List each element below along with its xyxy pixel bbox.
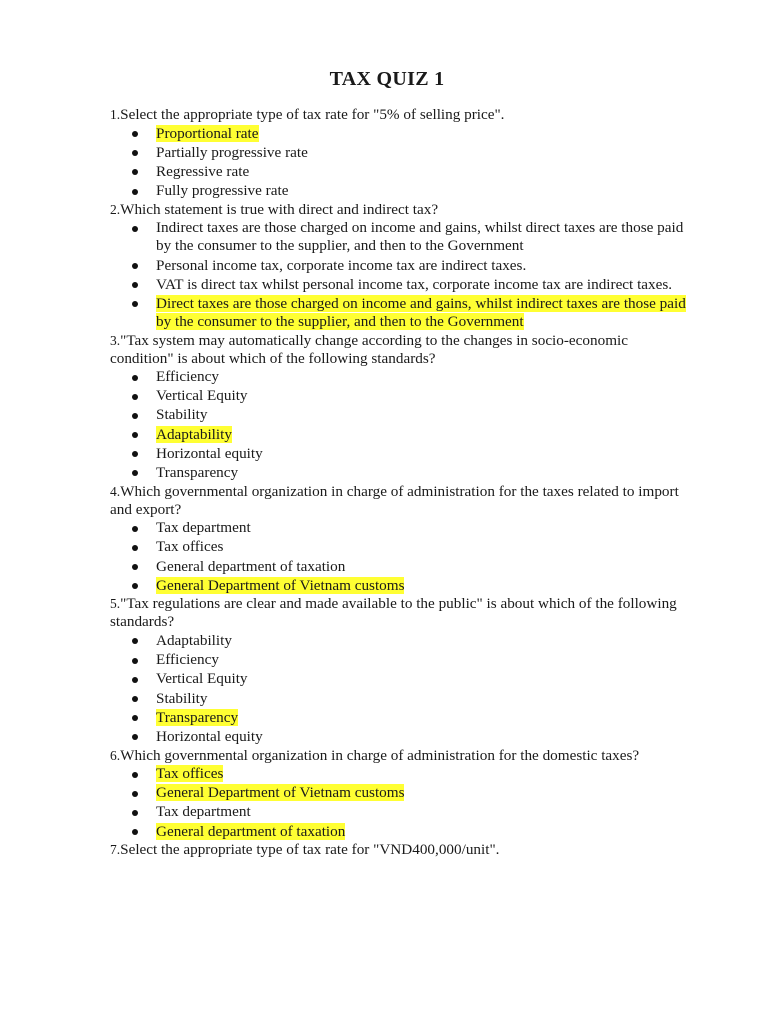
option-item xyxy=(156,708,688,727)
option-item xyxy=(156,294,688,331)
option-text: Stability xyxy=(156,406,208,424)
bullet-icon xyxy=(132,131,138,137)
option-item xyxy=(156,519,688,538)
bullet-icon xyxy=(132,226,138,232)
option-list xyxy=(110,765,688,842)
option-text: Regressive rate xyxy=(156,162,250,180)
question-list xyxy=(110,106,688,859)
option-text: Efficiency xyxy=(156,368,219,386)
option-text: Stability xyxy=(156,689,208,707)
question-4 xyxy=(110,483,688,596)
question-text xyxy=(110,201,688,219)
question-text xyxy=(110,595,688,631)
option-item xyxy=(156,765,688,784)
option-item xyxy=(156,727,688,746)
question-number: 1. xyxy=(110,107,121,122)
question-number: 6. xyxy=(110,747,121,763)
option-item xyxy=(156,803,688,822)
option-item xyxy=(156,557,688,576)
question-1 xyxy=(110,106,688,201)
option-item xyxy=(156,406,688,425)
option-item xyxy=(156,275,688,294)
question-prompt: Which statement is true with direct and indirect tax? xyxy=(120,200,439,218)
question-number: 4. xyxy=(110,483,121,499)
option-item xyxy=(156,784,688,803)
option-item xyxy=(156,368,688,387)
question-number: 3. xyxy=(110,332,121,348)
highlighted-answer: General Department of Vietnam customs xyxy=(156,784,405,802)
bullet-icon xyxy=(132,451,138,457)
bullet-icon xyxy=(132,810,138,816)
bullet-icon xyxy=(132,583,138,589)
option-item xyxy=(156,538,688,557)
option-text: Tax department xyxy=(156,519,251,537)
option-text: Adaptability xyxy=(156,631,232,649)
highlighted-answer: Adaptability xyxy=(156,425,232,443)
bullet-icon xyxy=(132,282,138,288)
question-text xyxy=(110,106,688,124)
question-prompt: Which governmental organization in charge of administration for the domestic taxes? xyxy=(120,746,640,764)
option-text: Partially progressive rate xyxy=(156,143,308,161)
option-list xyxy=(110,631,688,746)
option-text: Transparency xyxy=(156,464,239,482)
question-text xyxy=(110,483,688,519)
bullet-icon xyxy=(132,772,138,778)
highlighted-answer: General Department of Vietnam customs xyxy=(156,576,405,594)
highlighted-answer: Tax offices xyxy=(156,765,224,783)
question-prompt: "Tax system may automatically change according to the changes in socio-economic condition" is about which of the following standards? xyxy=(110,331,628,367)
bullet-icon xyxy=(132,696,138,702)
bullet-icon xyxy=(132,375,138,381)
option-list xyxy=(110,519,688,596)
highlighted-answer: Direct taxes are those charged on income and gains, whilst indirect taxes are those paid by the consumer to the supplier, and then to the Government xyxy=(156,294,686,330)
option-item xyxy=(156,463,688,482)
option-text: Vertical Equity xyxy=(156,670,248,688)
option-list xyxy=(110,124,688,201)
question-5 xyxy=(110,595,688,746)
option-item xyxy=(156,670,688,689)
bullet-icon xyxy=(132,526,138,532)
question-prompt: Which governmental organization in charge of administration for the taxes related to import and export? xyxy=(110,482,679,518)
question-text xyxy=(110,332,688,368)
option-item xyxy=(156,256,688,275)
option-item xyxy=(156,631,688,650)
bullet-icon xyxy=(132,432,138,438)
bullet-icon xyxy=(132,189,138,195)
option-text: VAT is direct tax whilst personal income tax, corporate income tax are indirect taxes. xyxy=(156,275,673,293)
question-6 xyxy=(110,747,688,842)
option-item xyxy=(156,182,688,201)
bullet-icon xyxy=(132,545,138,551)
bullet-icon xyxy=(132,150,138,156)
question-prompt: Select the appropriate type of tax rate for "5% of selling price". xyxy=(120,106,505,123)
bullet-icon xyxy=(132,791,138,797)
bullet-icon xyxy=(132,715,138,721)
bullet-icon xyxy=(132,394,138,400)
question-text xyxy=(110,841,688,859)
highlighted-answer: General department of taxation xyxy=(156,822,346,840)
option-item xyxy=(156,124,688,143)
option-text: Indirect taxes are those charged on income and gains, whilst direct taxes are those paid by the consumer to the supplier, and then to the Government xyxy=(156,219,684,255)
bullet-icon xyxy=(132,263,138,269)
option-item xyxy=(156,576,688,595)
highlighted-answer: Proportional rate xyxy=(156,124,259,142)
option-item xyxy=(156,822,688,841)
option-item xyxy=(156,425,688,444)
bullet-icon xyxy=(132,413,138,419)
option-item xyxy=(156,651,688,670)
option-list xyxy=(110,219,688,332)
bullet-icon xyxy=(132,564,138,570)
option-item xyxy=(156,143,688,162)
question-7 xyxy=(110,841,688,859)
option-item xyxy=(156,689,688,708)
bullet-icon xyxy=(132,470,138,476)
option-text: General department of taxation xyxy=(156,557,346,575)
question-text xyxy=(110,747,688,765)
bullet-icon xyxy=(132,638,138,644)
question-number: 7. xyxy=(110,842,121,858)
option-text: Tax offices xyxy=(156,538,224,556)
question-2 xyxy=(110,201,688,332)
option-text: Tax department xyxy=(156,803,251,821)
question-prompt: Select the appropriate type of tax rate for "VND400,000/unit". xyxy=(120,841,500,859)
question-3 xyxy=(110,332,688,483)
question-number: 5. xyxy=(110,596,121,612)
bullet-icon xyxy=(132,829,138,835)
bullet-icon xyxy=(132,658,138,664)
bullet-icon xyxy=(132,734,138,740)
bullet-icon xyxy=(132,169,138,175)
question-number: 2. xyxy=(110,201,121,217)
option-text: Personal income tax, corporate income tax are indirect taxes. xyxy=(156,256,527,274)
option-text: Efficiency xyxy=(156,651,219,669)
page-title: TAX QUIZ 1 xyxy=(329,68,445,90)
option-text: Vertical Equity xyxy=(156,387,248,405)
option-item xyxy=(156,162,688,181)
question-prompt: "Tax regulations are clear and made available to the public" is about which of the following standards? xyxy=(110,595,677,631)
bullet-icon xyxy=(132,301,138,307)
option-text: Horizontal equity xyxy=(156,727,263,745)
bullet-icon xyxy=(132,677,138,683)
option-item xyxy=(156,219,688,256)
option-item xyxy=(156,387,688,406)
option-text: Horizontal equity xyxy=(156,444,263,462)
highlighted-answer: Transparency xyxy=(156,708,239,726)
option-list xyxy=(110,368,688,483)
option-text: Fully progressive rate xyxy=(156,182,289,200)
option-item xyxy=(156,444,688,463)
